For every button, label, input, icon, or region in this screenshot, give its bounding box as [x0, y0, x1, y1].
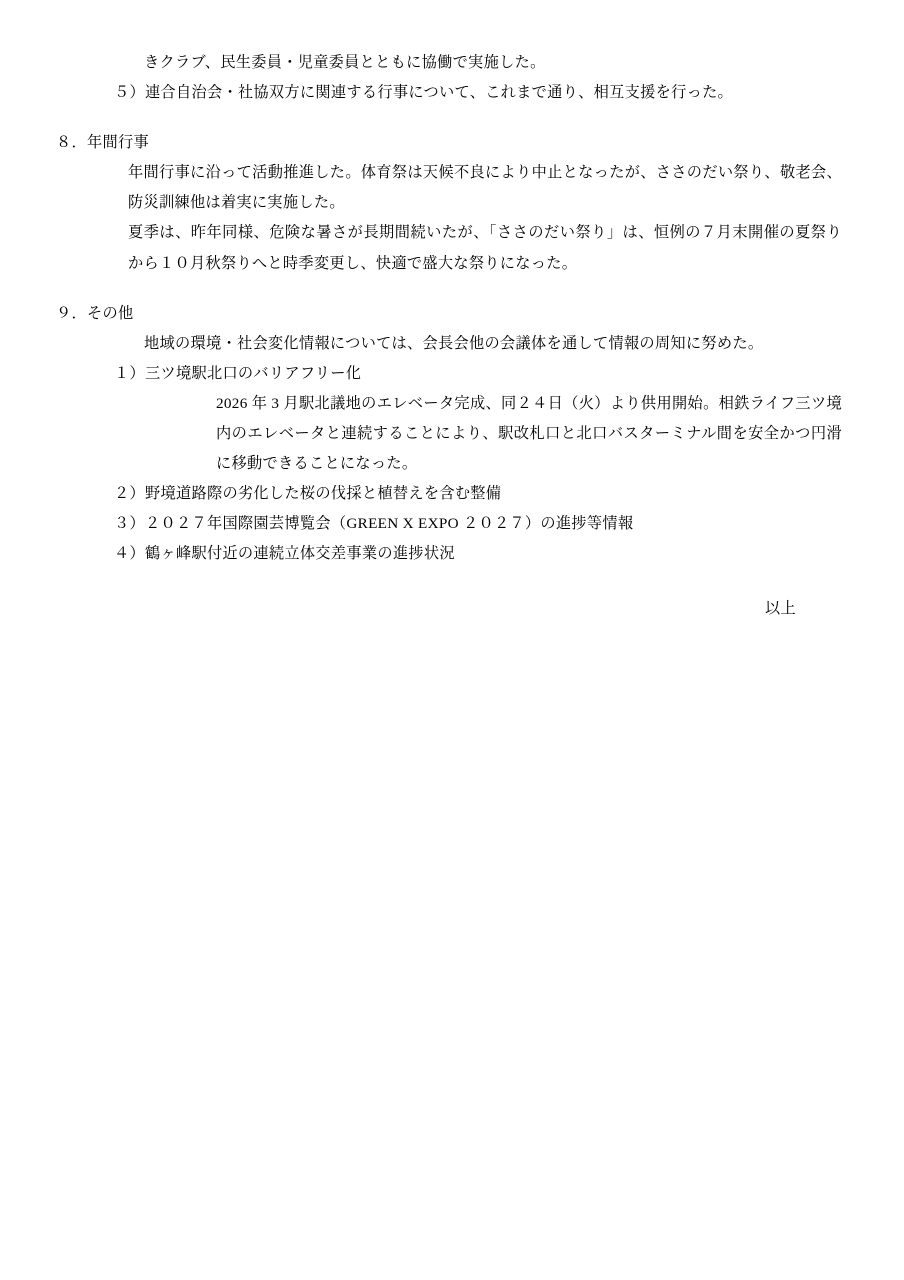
spacer [56, 570, 842, 594]
section-9-item-1-label: １）三ツ境駅北口のバリアフリー化 [114, 364, 362, 382]
continued-line-1: きクラブ、民生委員・児童委員とともに協働で実施した。 [144, 54, 546, 71]
blank-page-area [56, 624, 842, 1264]
section-9-item-4-label: ４）鶴ヶ峰駅付近の連続立体交差事業の進捗状況 [114, 545, 455, 563]
section-9-item-2-label: ２）野境道路際の劣化した桜の伐採と植替えを含む整備 [114, 485, 502, 503]
section-8-heading: ８．年間行事 [56, 134, 149, 152]
spacer [56, 279, 842, 299]
section-9-item-1-detail: 2026 年 3 月駅北議地のエレベータ完成、同２４日（火）より供用開始。相鉄ライフ三ツ境内のエレベータと連続することにより、駅改札口と北口バスターミナル間を安全かつ円滑に移動できることになった。 [216, 394, 842, 473]
spacer [56, 108, 842, 128]
section-9-item-3-label: ３）２０２７年国際園芸博覧会（GREEN X EXPO ２０２７）の進捗等情報 [114, 515, 634, 533]
section-9-paragraph-1: 地域の環境・社会変化情報については、会長会他の会議体を通して情報の周知に努めた。 [144, 334, 764, 352]
section-8-paragraph-2: 夏季は、昨年同様、危険な暑さが長期間続いたが、「ささのだい祭り」は、恒例の７月末開催の夏祭りから１０月秋祭りへと時季変更し、快適で盛大な祭りになった。 [128, 224, 842, 272]
continued-line-2: ５）連合自治会・社協双方に関連する行事について、これまで通り、相互支援を行った。 [114, 84, 734, 102]
section-8-paragraph-1: 年間行事に沿って活動推進した。体育祭は天候不良により中止となったが、ささのだい祭り、敬老会、防災訓練他は着実に実施した。 [128, 164, 842, 212]
document-body [56, 48, 842, 1264]
section-9-heading: ９．その他 [56, 304, 134, 322]
closing-text: 以上 [765, 599, 796, 617]
